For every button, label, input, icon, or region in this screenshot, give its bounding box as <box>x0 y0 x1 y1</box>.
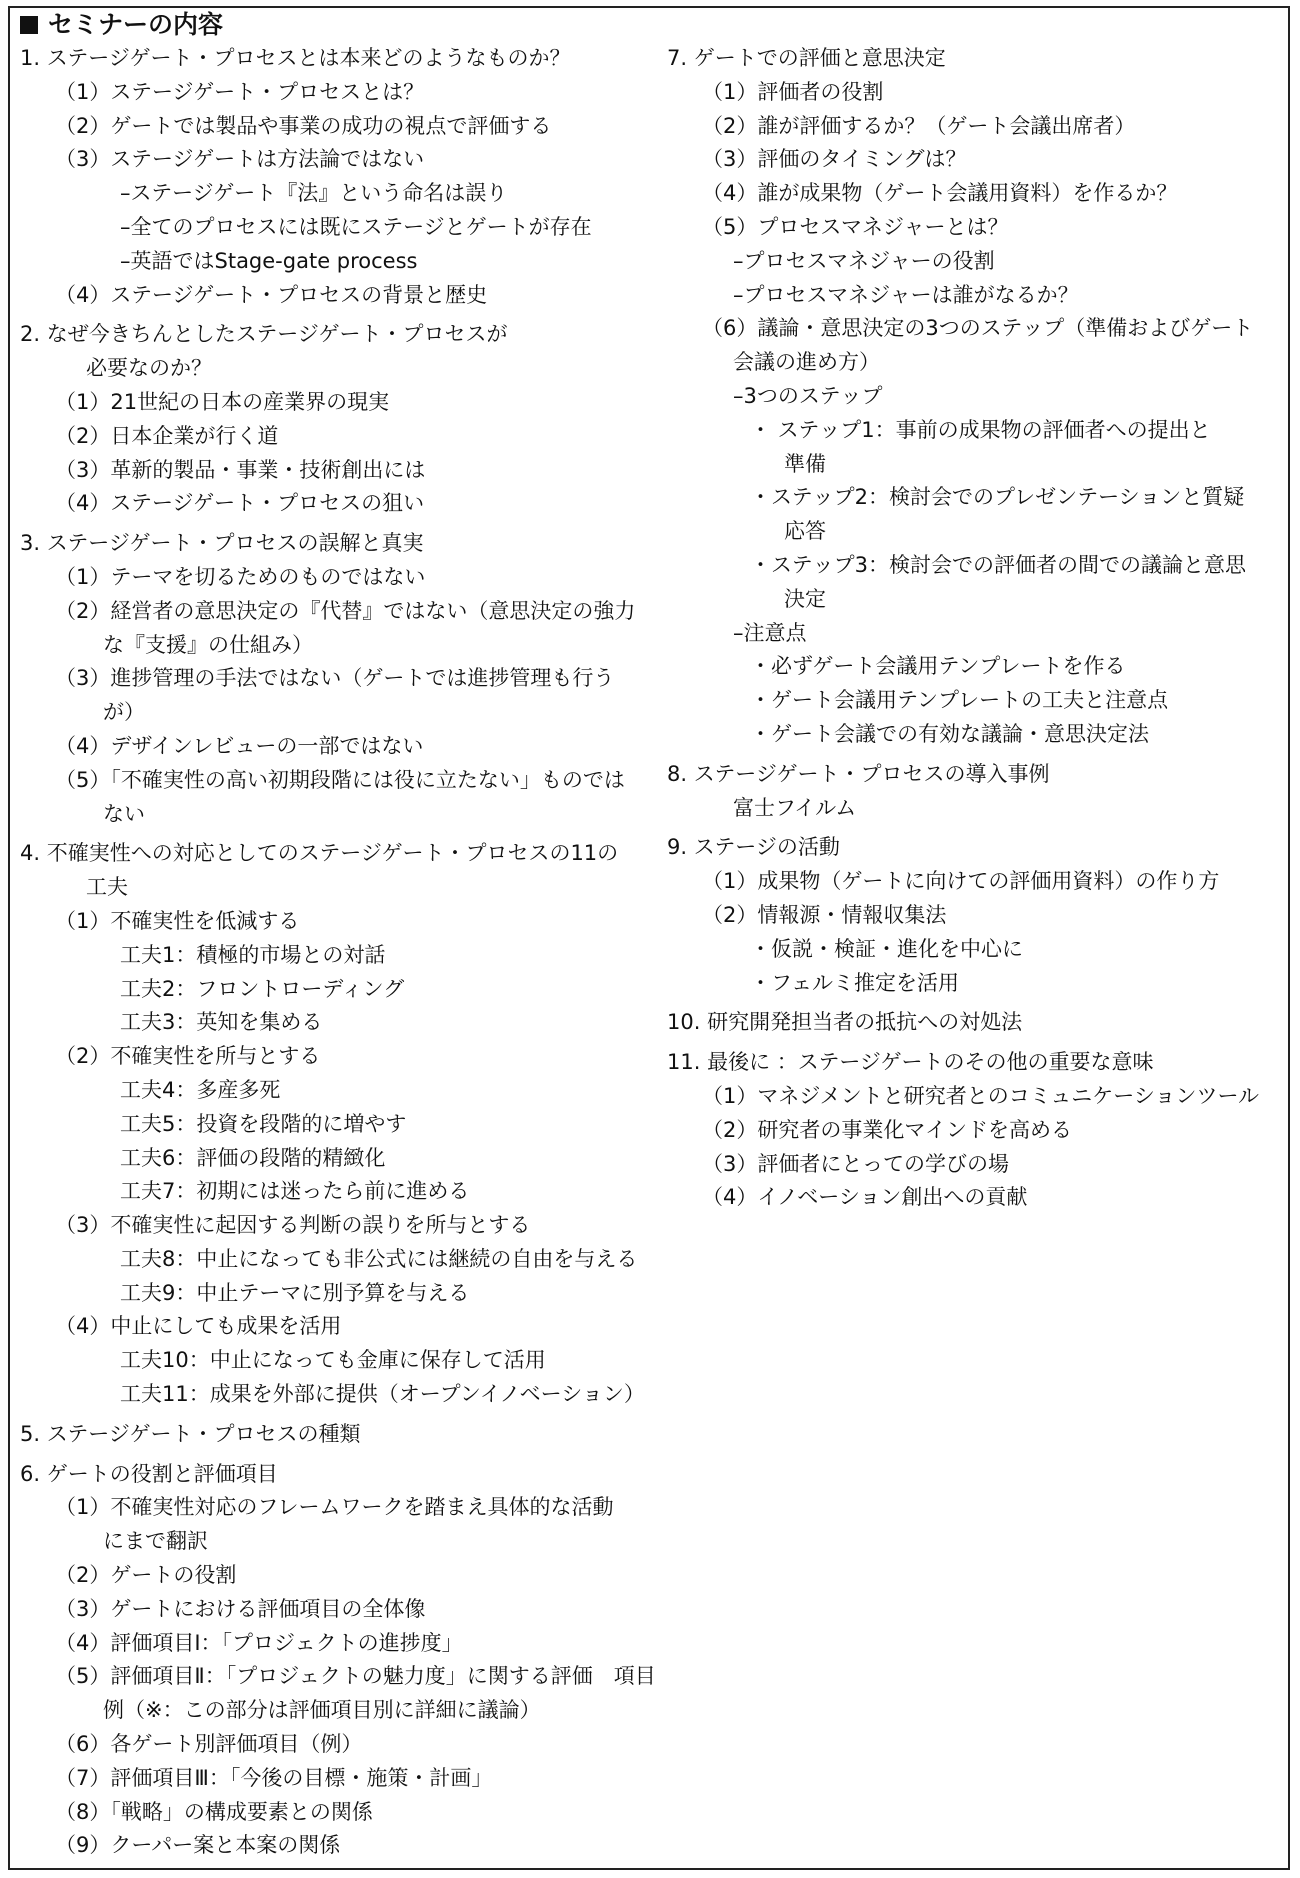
outline-item: ・ ステップ1：事前の成果物の評価者への提出と <box>750 417 1211 442</box>
outline-section <box>20 318 660 521</box>
outline-item: ・仮説・検証・進化を中心に <box>750 936 1023 961</box>
outline-item: （4）ステージゲート・プロセスの背景と歴史 <box>55 282 488 307</box>
outline-item: ・ステップ3：検討会での評価者の間での議論と意思 <box>750 552 1246 577</box>
outline-item: ・必ずゲート会議用テンプレートを作る <box>750 654 1126 679</box>
outline-item: 工夫11：成果を外部に提供（オープンイノベーション） <box>120 1382 645 1407</box>
outline-item: 工夫2：フロントローディング <box>120 976 405 1001</box>
outline-item: –注意点 <box>733 620 807 645</box>
outline-item: な『支援』の仕組み） <box>103 632 313 657</box>
outline-section <box>667 758 1277 826</box>
outline-item: （2）研究者の事業化マインドを高める <box>702 1117 1072 1142</box>
outline-item: （1）成果物（ゲートに向けての評価用資料）の作り方 <box>702 869 1220 894</box>
outline-item: ない <box>103 801 145 826</box>
outline-item: （2）情報源・情報収集法 <box>702 902 947 927</box>
outline-item: （4）デザインレビューの一部ではない <box>55 733 424 758</box>
section-heading: 8. ステージゲート・プロセスの導入事例 <box>667 761 1050 786</box>
outline-item: –3つのステップ <box>733 383 883 408</box>
outline-section <box>20 1458 660 1864</box>
outline-item: 工夫1：積極的市場との対話 <box>120 942 386 967</box>
outline-item: （3）評価のタイミングは？ <box>702 147 967 172</box>
outline-section <box>667 1006 1277 1040</box>
outline-item: 工夫4：多産多死 <box>120 1077 281 1102</box>
outline-item: （1）21世紀の日本の産業界の現実 <box>55 389 390 414</box>
outline-item: 工夫3：英知を集める <box>120 1010 323 1035</box>
square-bullet-icon <box>20 16 38 34</box>
outline-item: ・ゲート会議での有効な議論・意思決定法 <box>750 721 1149 746</box>
outline-item: （5）評価項目Ⅱ：「プロジェクトの魅力度」に関する評価 項目 <box>55 1664 656 1689</box>
outline-section <box>20 837 660 1412</box>
outline-item: 工夫7：初期には迷ったら前に進める <box>120 1179 470 1204</box>
outline-item: が） <box>103 700 145 725</box>
outline-item: （9）クーパー案と本案の関係 <box>55 1833 341 1858</box>
outline-item: 工夫 <box>86 875 128 900</box>
outline-item: 工夫9：中止テーマに別予算を与える <box>120 1280 470 1305</box>
outline-item: にまで翻訳 <box>103 1529 208 1554</box>
section-heading: 10. 研究開発担当者の抵抗への対処法 <box>667 1010 1023 1035</box>
outline-item: 会議の進め方） <box>733 350 880 375</box>
outline-item: （2）不確実性を所与とする <box>55 1044 321 1069</box>
outline-item: 例（※：この部分は評価項目別に詳細に議論） <box>103 1698 541 1723</box>
outline-item: （2）ゲートの役割 <box>55 1563 237 1588</box>
outline-item: ・ゲート会議用テンプレートの工夫と注意点 <box>750 688 1169 713</box>
outline-section <box>667 831 1277 1000</box>
outline-item: （3）不確実性に起因する判断の誤りを所与とする <box>55 1213 531 1238</box>
outline-item: （1）テーマを切るためのものではない <box>55 564 426 589</box>
outline-item: –プロセスマネジャーは誰がなるか？ <box>733 282 1079 307</box>
section-heading: 6. ゲートの役割と評価項目 <box>20 1461 278 1486</box>
outline-section <box>667 42 1277 752</box>
outline-section <box>667 1046 1277 1215</box>
outline-item: 工夫8：中止になっても非公式には継続の自由を与える <box>120 1246 638 1271</box>
outline-item: –プロセスマネジャーの役割 <box>733 248 995 273</box>
outline-item: –英語ではStage-gate process <box>120 248 418 273</box>
outline-item: （2）ゲートでは製品や事業の成功の視点で評価する <box>55 113 552 138</box>
outline-item: （7）評価項目Ⅲ：「今後の目標・施策・計画」 <box>55 1765 493 1790</box>
outline-item: （6）各ゲート別評価項目（例） <box>55 1732 363 1757</box>
outline-item: （3）ゲートにおける評価項目の全体像 <box>55 1596 426 1621</box>
outline-section <box>20 42 660 312</box>
outline-item: （2）誰が評価するか？（ゲート会議出席者） <box>702 113 1136 138</box>
outline-item: （4）中止にしても成果を活用 <box>55 1314 342 1339</box>
outline-item: （6）議論・意思決定の3つのステップ（準備およびゲート <box>702 316 1254 341</box>
outline-item: 応答 <box>784 519 826 544</box>
outline-item: 必要なのか？ <box>86 356 212 381</box>
outline-item: （3）ステージゲートは方法論ではない <box>55 147 425 172</box>
outline-item: 工夫10：中止になっても金庫に保存して活用 <box>120 1348 546 1373</box>
section-heading: 9. ステージの活動 <box>667 835 840 860</box>
outline-item: （5）プロセスマネジャーとは？ <box>702 214 1009 239</box>
outline-item: 工夫5：投資を段階的に増やす <box>120 1111 407 1136</box>
outline-item: （2）経営者の意思決定の『代替』ではない（意思決定の強力 <box>55 598 636 623</box>
outline-item: （8）「戦略」の構成要素との関係 <box>55 1799 373 1824</box>
outline-item: （2）日本企業が行く道 <box>55 423 279 448</box>
outline-item: –ステージゲート『法』という命名は誤り <box>120 181 508 206</box>
outline-item: （5）「不確実性の高い初期段階には役に立たない」ものでは <box>55 767 625 792</box>
outline-section <box>20 1418 660 1452</box>
outline-item: （3）進捗管理の手法ではない（ゲートでは進捗管理も行う <box>55 666 615 691</box>
section-heading: 3. ステージゲート・プロセスの誤解と真実 <box>20 531 424 556</box>
outline-item: （4）イノベーション創出への貢献 <box>702 1185 1028 1210</box>
outline-item: （4）ステージゲート・プロセスの狙い <box>55 491 425 516</box>
outline-item: 決定 <box>784 586 826 611</box>
outline-item: 準備 <box>784 451 826 476</box>
outline-item: （1）不確実性を低減する <box>55 908 300 933</box>
outline-item: （4）評価項目Ⅰ：「プロジェクトの進捗度」 <box>55 1630 463 1655</box>
outline-item: ・フェルミ推定を活用 <box>750 970 959 995</box>
section-heading: 7. ゲートでの評価と意思決定 <box>667 46 946 70</box>
outline-item: 工夫6：評価の段階的精緻化 <box>120 1145 386 1170</box>
outline-item: （1）ステージゲート・プロセスとは？ <box>55 79 425 104</box>
section-heading: 2. なぜ今きちんとしたステージゲート・プロセスが <box>20 322 508 347</box>
outline-item: ・ステップ2：検討会でのプレゼンテーションと質疑 <box>750 485 1245 510</box>
outline-item: （1）マネジメントと研究者とのコミュニケーションツール <box>702 1083 1260 1108</box>
outline-item: 富士フイルム <box>733 795 857 820</box>
page-title <box>20 8 223 42</box>
section-heading: 11. 最後に ：ステージゲートのその他の重要な意味 <box>667 1050 1154 1075</box>
outline-item: （1）評価者の役割 <box>702 79 884 104</box>
outline-item: （1）不確実性対応のフレームワークを踏まえ具体的な活動 <box>55 1495 614 1520</box>
outline-item: （4）誰が成果物（ゲート会議用資料）を作るか？ <box>702 181 1178 206</box>
left-column <box>20 42 660 1869</box>
right-column <box>667 42 1277 1221</box>
section-heading: 4. 不確実性への対応としてのステージゲート・プロセスの11の <box>20 841 619 866</box>
outline-item: （3）評価者にとっての学びの場 <box>702 1151 1009 1176</box>
section-heading: 1. ステージゲート・プロセスとは本来どのようなものか？ <box>20 46 571 70</box>
section-heading: 5. ステージゲート・プロセスの種類 <box>20 1421 361 1446</box>
page-title-text: セミナーの内容 <box>48 10 224 39</box>
outline-item: （3）革新的製品・事業・技術創出には <box>55 457 426 482</box>
outline-section <box>20 527 660 831</box>
outline-item: –全てのプロセスには既にステージとゲートが存在 <box>120 214 592 239</box>
